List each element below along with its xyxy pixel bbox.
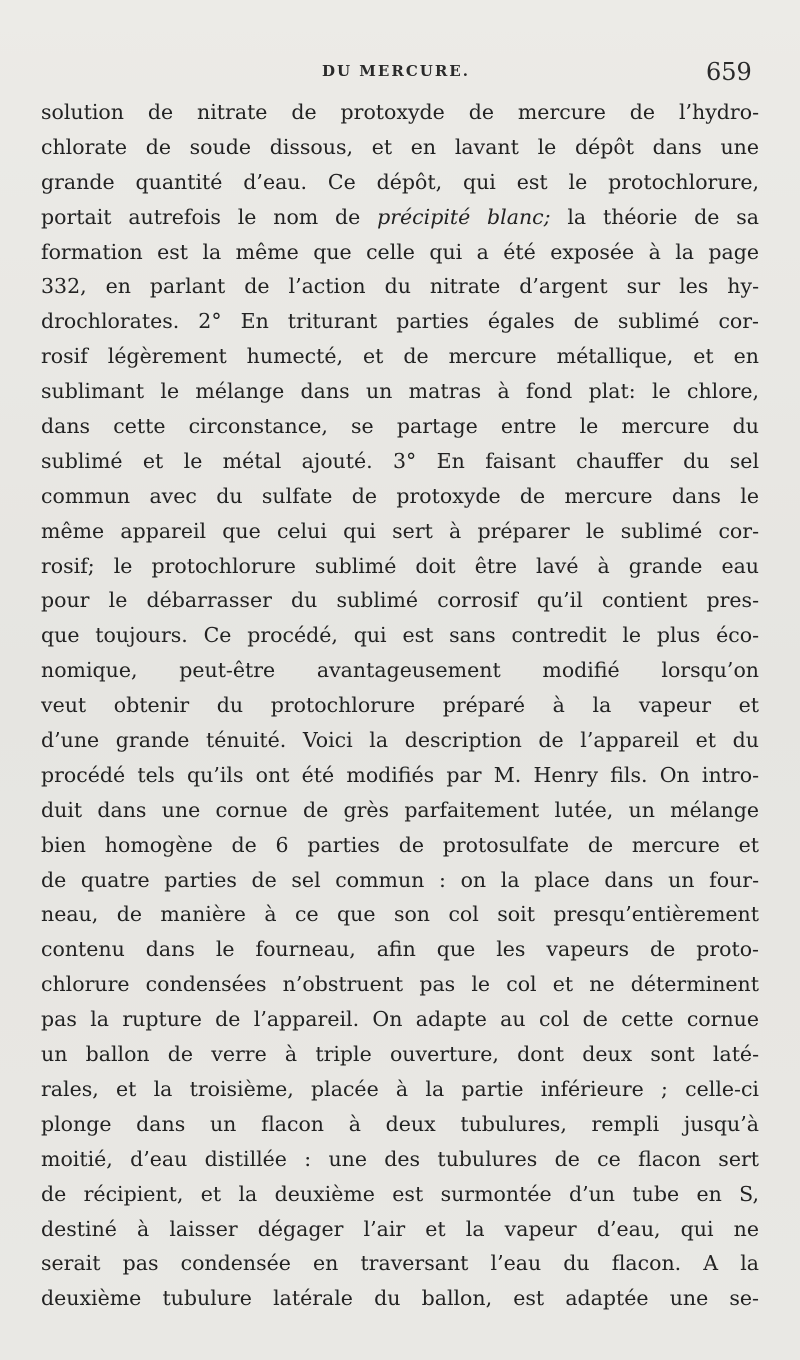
text-line: 332, en parlant de l’action du nitrate d’argent sur les hy- [41, 274, 759, 299]
text-line: sublimé et le métal ajouté. 3° En faisant chauffer du sel [41, 448, 759, 473]
text-line: deuxième tubulure latérale du ballon, est adaptée une se- [41, 1286, 759, 1311]
text-line: commun avec du sulfate de protoxyde de mercure dans le [41, 483, 759, 508]
text-line: chlorure condensées n’obstruent pas le col et ne déterminent [41, 972, 759, 997]
text-line: nomique, peut-être avantageusement modifié lorsqu’on [41, 658, 759, 683]
text-line: un ballon de verre à triple ouverture, dont deux sont laté- [41, 1042, 759, 1067]
text-line: plonge dans un flacon à deux tubulures, rempli jusqu’à [41, 1111, 759, 1136]
text-line: contenu dans le fourneau, afin que les vapeurs de proto- [41, 937, 759, 962]
text-line: procédé tels qu’ils ont été modifiés par M. Henry fils. On intro- [41, 762, 759, 787]
page-number: 659 [706, 58, 752, 86]
text-line: pour le débarrasser du sublimé corrosif qu’il contient pres- [41, 588, 759, 613]
text-line: formation est la même que celle qui a été exposée à la page [41, 239, 759, 264]
text-line: pas la rupture de l’appareil. On adapte au col de cette cornue [41, 1007, 759, 1032]
text-line: d’une grande ténuité. Voici la description de l’appareil et du [41, 728, 759, 753]
text-line: chlorate de soude dissous, et en lavant le dépôt dans une [41, 134, 759, 159]
text-line: rosif; le protochlorure sublimé doit être lavé à grande eau [41, 553, 759, 578]
text-line: drochlorates. 2° En triturant parties égales de sublimé cor- [41, 309, 759, 334]
text-line: sublimant le mélange dans un matras à fond plat: le chlore, [41, 379, 759, 404]
text-line: duit dans une cornue de grès parfaitement lutée, un mélange [41, 797, 759, 822]
text-line: solution de nitrate de protoxyde de mercure de l’hydro- [41, 100, 759, 124]
text-line: portait autrefois le nom de précipité blanc; la théorie de sa [41, 204, 759, 229]
text-line: grande quantité d’eau. Ce dépôt, qui est le protochlorure, [41, 169, 759, 194]
text-line: de récipient, et la deuxième est surmontée d’un tube en S, [41, 1181, 759, 1206]
body-text [41, 95, 759, 1316]
text-line: bien homogène de 6 parties de protosulfate de mercure et [41, 832, 759, 857]
text-line: que toujours. Ce procédé, qui est sans contredit le plus éco- [41, 623, 759, 648]
text-line: même appareil que celui qui sert à préparer le sublimé cor- [41, 518, 759, 543]
italic-phrase: précipité blanc; [377, 204, 551, 229]
running-head [0, 58, 800, 88]
text-line: veut obtenir du protochlorure préparé à la vapeur et [41, 693, 759, 718]
text-line: rosif légèrement humecté, et de mercure métallique, et en [41, 344, 759, 369]
text-line: de quatre parties de sel commun : on la place dans un four- [41, 867, 759, 892]
text-line: rales, et la troisième, placée à la partie inférieure ; celle-ci [41, 1076, 759, 1101]
running-title: DU MERCURE. [322, 62, 470, 80]
text-line: moitié, d’eau distillée : une des tubulures de ce flacon sert [41, 1146, 759, 1171]
text-line: neau, de manière à ce que son col soit presqu’entièrement [41, 902, 759, 927]
text-line: destiné à laisser dégager l’air et la vapeur d’eau, qui ne [41, 1216, 759, 1241]
text-line: serait pas condensée en traversant l’eau du flacon. A la [41, 1251, 759, 1276]
text-line: dans cette circonstance, se partage entre le mercure du [41, 414, 759, 439]
